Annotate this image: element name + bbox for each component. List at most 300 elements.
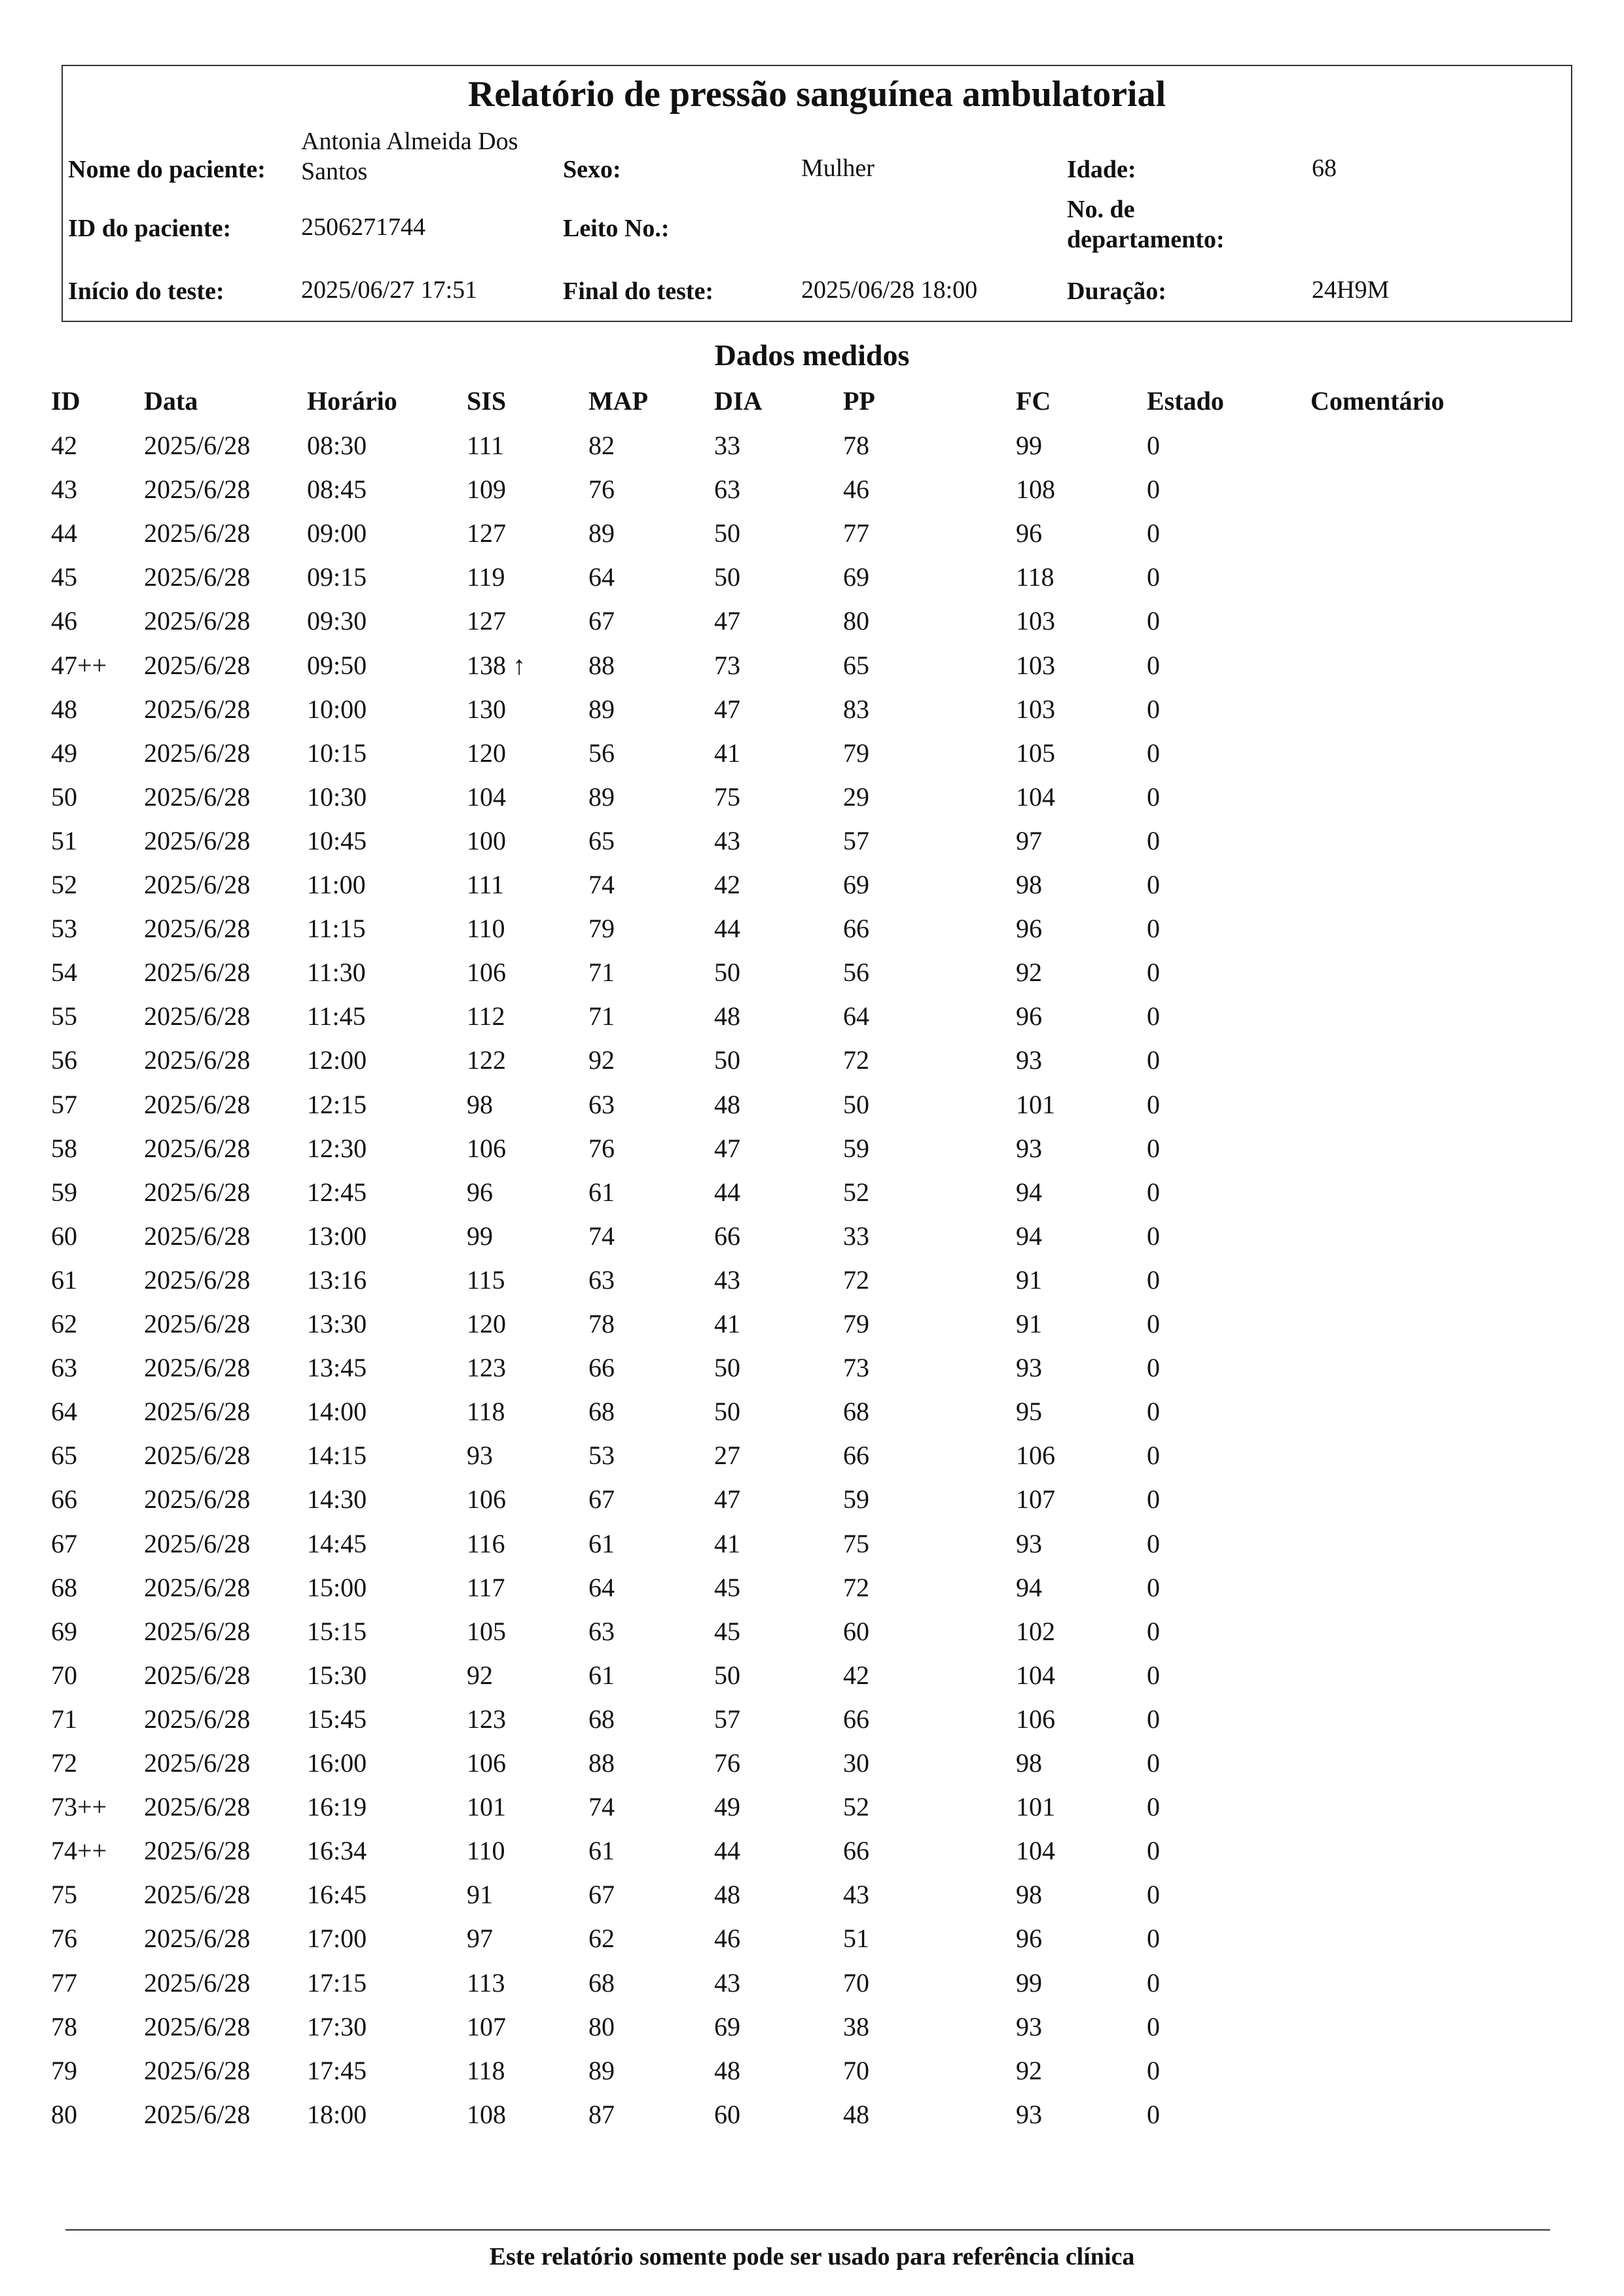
cell-sys: 111 bbox=[467, 870, 505, 899]
cell-date: 2025/6/28 bbox=[144, 1309, 251, 1338]
cell-map: 63 bbox=[588, 1265, 615, 1295]
start-value: 2025/06/27 17:51 bbox=[301, 276, 478, 304]
cell-date: 2025/6/28 bbox=[144, 562, 251, 592]
footer-divider bbox=[65, 2229, 1550, 2231]
cell-id: 66 bbox=[51, 1484, 77, 1515]
cell-dia: 41 bbox=[714, 1528, 740, 1558]
cell-time: 10:45 bbox=[307, 825, 367, 855]
cell-status: 0 bbox=[1147, 781, 1160, 812]
department-label-line-1: No. de bbox=[1067, 196, 1135, 223]
cell-map: 89 bbox=[588, 518, 615, 548]
cell-pp: 79 bbox=[843, 1309, 869, 1338]
cell-date: 2025/6/28 bbox=[144, 650, 251, 680]
table-row bbox=[0, 429, 1624, 473]
table-row bbox=[0, 1352, 1624, 1395]
cell-pp: 72 bbox=[843, 1572, 869, 1602]
cell-map: 62 bbox=[588, 1924, 615, 1954]
table-row bbox=[0, 1571, 1624, 1615]
cell-date: 2025/6/28 bbox=[144, 1836, 251, 1866]
table-row bbox=[0, 737, 1624, 781]
cell-time: 15:00 bbox=[307, 1572, 367, 1602]
cell-date: 2025/6/28 bbox=[144, 1484, 251, 1515]
cell-id: 57 bbox=[51, 1089, 77, 1119]
cell-map: 61 bbox=[588, 1528, 615, 1558]
cell-hr: 91 bbox=[1016, 1309, 1042, 1338]
cell-id: 55 bbox=[51, 1001, 77, 1031]
cell-id: 47++ bbox=[51, 650, 107, 680]
cell-date: 2025/6/28 bbox=[144, 1660, 251, 1690]
cell-pp: 46 bbox=[843, 475, 869, 505]
cell-status: 0 bbox=[1147, 1309, 1160, 1338]
cell-map: 92 bbox=[588, 1045, 615, 1075]
cell-time: 12:00 bbox=[307, 1045, 367, 1075]
cell-map: 63 bbox=[588, 1089, 615, 1119]
department-label-line-2: departamento: bbox=[1067, 226, 1225, 253]
cell-map: 71 bbox=[588, 1001, 615, 1031]
cell-hr: 97 bbox=[1016, 825, 1042, 855]
cell-hr: 94 bbox=[1016, 1572, 1042, 1602]
cell-status: 0 bbox=[1147, 1660, 1160, 1690]
section-title: Dados medidos bbox=[714, 338, 910, 372]
cell-id: 52 bbox=[51, 870, 77, 899]
cell-status: 0 bbox=[1147, 1265, 1160, 1295]
cell-dia: 48 bbox=[714, 1880, 740, 1910]
cell-pp: 56 bbox=[843, 958, 869, 988]
cell-pp: 30 bbox=[843, 1748, 869, 1778]
cell-hr: 94 bbox=[1016, 1177, 1042, 1207]
cell-dia: 50 bbox=[714, 1397, 740, 1427]
footer-note: Este relatório somente pode ser usado para referência clínica bbox=[489, 2243, 1135, 2270]
cell-id: 71 bbox=[51, 1704, 77, 1734]
cell-sys: 99 bbox=[467, 1221, 493, 1251]
cell-pp: 59 bbox=[843, 1484, 869, 1515]
table-row bbox=[0, 1000, 1624, 1044]
cell-status: 0 bbox=[1147, 562, 1160, 592]
table-row bbox=[0, 1483, 1624, 1527]
cell-date: 2025/6/28 bbox=[144, 2055, 251, 2085]
cell-date: 2025/6/28 bbox=[144, 1880, 251, 1910]
cell-sys: 98 bbox=[467, 1089, 493, 1119]
cell-hr: 99 bbox=[1016, 1967, 1042, 1998]
cell-hr: 103 bbox=[1016, 650, 1055, 680]
cell-sys: 117 bbox=[467, 1572, 505, 1602]
cell-sys: 101 bbox=[467, 1792, 506, 1822]
cell-dia: 60 bbox=[714, 2099, 740, 2129]
cell-sys: 123 bbox=[467, 1704, 506, 1734]
cell-date: 2025/6/28 bbox=[144, 1924, 251, 1954]
cell-dia: 45 bbox=[714, 1572, 740, 1602]
cell-sys: 104 bbox=[467, 781, 506, 812]
table-row bbox=[0, 1395, 1624, 1439]
cell-dia: 50 bbox=[714, 958, 740, 988]
cell-dia: 49 bbox=[714, 1792, 740, 1822]
cell-time: 14:30 bbox=[307, 1484, 367, 1515]
cell-dia: 47 bbox=[714, 1133, 740, 1163]
bed-label: Leito No.: bbox=[563, 215, 670, 242]
cell-dia: 50 bbox=[714, 1045, 740, 1075]
cell-dia: 47 bbox=[714, 694, 740, 724]
cell-hr: 92 bbox=[1016, 2055, 1042, 2085]
col-header-hr: FC bbox=[1016, 386, 1051, 416]
patient-name-line-2: Santos bbox=[301, 158, 368, 185]
cell-pp: 72 bbox=[843, 1045, 869, 1075]
cell-time: 16:19 bbox=[307, 1792, 367, 1822]
table-row bbox=[0, 781, 1624, 825]
cell-pp: 57 bbox=[843, 825, 869, 855]
cell-id: 72 bbox=[51, 1748, 77, 1778]
cell-time: 13:00 bbox=[307, 1221, 367, 1251]
cell-dia: 33 bbox=[714, 431, 740, 460]
cell-pp: 75 bbox=[843, 1528, 869, 1558]
cell-id: 67 bbox=[51, 1528, 77, 1558]
cell-dia: 47 bbox=[714, 606, 740, 636]
cell-dia: 57 bbox=[714, 1704, 740, 1734]
cell-hr: 93 bbox=[1016, 1133, 1042, 1163]
cell-sys: 115 bbox=[467, 1265, 505, 1295]
cell-id: 61 bbox=[51, 1265, 77, 1295]
cell-map: 89 bbox=[588, 781, 615, 812]
cell-time: 13:45 bbox=[307, 1353, 367, 1383]
cell-pp: 83 bbox=[843, 694, 869, 724]
cell-hr: 93 bbox=[1016, 2011, 1042, 2041]
cell-pp: 59 bbox=[843, 1133, 869, 1163]
cell-time: 14:00 bbox=[307, 1397, 367, 1427]
table-row bbox=[0, 1132, 1624, 1176]
cell-id: 63 bbox=[51, 1353, 77, 1383]
cell-date: 2025/6/28 bbox=[144, 1616, 251, 1646]
cell-status: 0 bbox=[1147, 1924, 1160, 1954]
cell-status: 0 bbox=[1147, 1177, 1160, 1207]
cell-map: 61 bbox=[588, 1177, 615, 1207]
cell-id: 49 bbox=[51, 738, 77, 768]
col-header-dia: DIA bbox=[714, 386, 763, 416]
cell-dia: 48 bbox=[714, 1001, 740, 1031]
cell-map: 76 bbox=[588, 1133, 615, 1163]
col-header-id: ID bbox=[51, 386, 81, 416]
cell-hr: 106 bbox=[1016, 1704, 1055, 1734]
cell-id: 68 bbox=[51, 1572, 77, 1602]
sex-value: Mulher bbox=[801, 154, 875, 182]
cell-date: 2025/6/28 bbox=[144, 914, 251, 944]
cell-time: 10:30 bbox=[307, 781, 367, 812]
cell-hr: 96 bbox=[1016, 518, 1042, 548]
cell-sys: 111 bbox=[467, 431, 505, 460]
cell-map: 74 bbox=[588, 1792, 615, 1822]
cell-pp: 60 bbox=[843, 1616, 869, 1646]
cell-date: 2025/6/28 bbox=[144, 2011, 251, 2041]
cell-status: 0 bbox=[1147, 1353, 1160, 1383]
cell-status: 0 bbox=[1147, 1967, 1160, 1998]
cell-pp: 51 bbox=[843, 1924, 869, 1954]
cell-map: 82 bbox=[588, 431, 615, 460]
cell-id: 42 bbox=[51, 431, 77, 460]
cell-map: 67 bbox=[588, 606, 615, 636]
cell-map: 67 bbox=[588, 1484, 615, 1515]
cell-date: 2025/6/28 bbox=[144, 738, 251, 768]
cell-date: 2025/6/28 bbox=[144, 1572, 251, 1602]
cell-date: 2025/6/28 bbox=[144, 781, 251, 812]
cell-id: 45 bbox=[51, 562, 77, 592]
cell-dia: 48 bbox=[714, 1089, 740, 1119]
table-row bbox=[0, 1791, 1624, 1835]
cell-hr: 95 bbox=[1016, 1397, 1042, 1427]
cell-map: 89 bbox=[588, 694, 615, 724]
cell-time: 12:15 bbox=[307, 1089, 367, 1119]
table-row bbox=[0, 1703, 1624, 1747]
cell-date: 2025/6/28 bbox=[144, 1045, 251, 1075]
table-row bbox=[0, 1922, 1624, 1966]
col-header-map: MAP bbox=[588, 386, 649, 416]
cell-pp: 78 bbox=[843, 431, 869, 460]
cell-map: 78 bbox=[588, 1309, 615, 1338]
table-row bbox=[0, 693, 1624, 737]
cell-dia: 63 bbox=[714, 475, 740, 505]
table-row bbox=[0, 2054, 1624, 2098]
col-header-time: Horário bbox=[307, 386, 397, 416]
cell-id: 62 bbox=[51, 1309, 77, 1338]
cell-hr: 96 bbox=[1016, 1924, 1042, 1954]
cell-hr: 104 bbox=[1016, 1660, 1055, 1690]
cell-time: 17:45 bbox=[307, 2055, 367, 2085]
cell-map: 79 bbox=[588, 914, 615, 944]
cell-time: 13:16 bbox=[307, 1265, 367, 1295]
cell-status: 0 bbox=[1147, 650, 1160, 680]
cell-pp: 68 bbox=[843, 1397, 869, 1427]
department-label bbox=[1067, 194, 1225, 255]
cell-time: 18:00 bbox=[307, 2099, 367, 2129]
cell-sys: 106 bbox=[467, 1484, 506, 1515]
cell-hr: 104 bbox=[1016, 1836, 1055, 1866]
cell-sys: 127 bbox=[467, 606, 506, 636]
age-label: Idade: bbox=[1067, 156, 1136, 183]
cell-dia: 41 bbox=[714, 1309, 740, 1338]
cell-status: 0 bbox=[1147, 870, 1160, 899]
cell-time: 12:45 bbox=[307, 1177, 367, 1207]
cell-id: 64 bbox=[51, 1397, 77, 1427]
cell-map: 68 bbox=[588, 1967, 615, 1998]
cell-status: 0 bbox=[1147, 1397, 1160, 1427]
table-row bbox=[0, 1615, 1624, 1659]
table-row bbox=[0, 1835, 1624, 1878]
cell-time: 10:00 bbox=[307, 694, 367, 724]
cell-sys: 93 bbox=[467, 1441, 493, 1471]
cell-pp: 70 bbox=[843, 1967, 869, 1998]
cell-status: 0 bbox=[1147, 738, 1160, 768]
cell-status: 0 bbox=[1147, 1221, 1160, 1251]
cell-hr: 103 bbox=[1016, 606, 1055, 636]
cell-sys: 110 bbox=[467, 914, 505, 944]
table-row bbox=[0, 1308, 1624, 1352]
cell-status: 0 bbox=[1147, 1748, 1160, 1778]
cell-date: 2025/6/28 bbox=[144, 606, 251, 636]
cell-time: 15:45 bbox=[307, 1704, 367, 1734]
cell-sys: 106 bbox=[467, 1133, 506, 1163]
patient-name-label: Nome do paciente: bbox=[68, 156, 266, 183]
cell-id: 80 bbox=[51, 2099, 77, 2129]
cell-hr: 93 bbox=[1016, 1045, 1042, 1075]
cell-date: 2025/6/28 bbox=[144, 431, 251, 460]
cell-pp: 66 bbox=[843, 1836, 869, 1866]
cell-status: 0 bbox=[1147, 606, 1160, 636]
cell-sys: 91 bbox=[467, 1880, 493, 1910]
cell-hr: 101 bbox=[1016, 1792, 1055, 1822]
cell-sys: 112 bbox=[467, 1001, 505, 1031]
table-row bbox=[0, 561, 1624, 605]
table-row bbox=[0, 1264, 1624, 1308]
cell-sys: 127 bbox=[467, 518, 506, 548]
cell-date: 2025/6/28 bbox=[144, 2099, 251, 2129]
cell-pp: 33 bbox=[843, 1221, 869, 1251]
cell-pp: 66 bbox=[843, 1441, 869, 1471]
col-header-sys: SIS bbox=[467, 386, 507, 416]
cell-dia: 48 bbox=[714, 2055, 740, 2085]
cell-map: 56 bbox=[588, 738, 615, 768]
cell-sys: 118 bbox=[467, 2055, 505, 2085]
cell-pp: 73 bbox=[843, 1353, 869, 1383]
cell-dia: 50 bbox=[714, 1353, 740, 1383]
cell-time: 11:30 bbox=[307, 958, 366, 988]
cell-map: 76 bbox=[588, 475, 615, 505]
cell-id: 58 bbox=[51, 1133, 77, 1163]
cell-status: 0 bbox=[1147, 518, 1160, 548]
cell-dia: 44 bbox=[714, 914, 740, 944]
cell-status: 0 bbox=[1147, 1880, 1160, 1910]
cell-time: 11:45 bbox=[307, 1001, 366, 1031]
cell-map: 63 bbox=[588, 1616, 615, 1646]
patient-name-line-1: Antonia Almeida Dos bbox=[301, 128, 518, 155]
cell-sys: 110 bbox=[467, 1836, 505, 1866]
cell-pp: 69 bbox=[843, 562, 869, 592]
cell-status: 0 bbox=[1147, 1572, 1160, 1602]
cell-hr: 103 bbox=[1016, 694, 1055, 724]
cell-status: 0 bbox=[1147, 475, 1160, 505]
cell-dia: 47 bbox=[714, 1484, 740, 1515]
cell-time: 09:15 bbox=[307, 562, 367, 592]
cell-pp: 38 bbox=[843, 2011, 869, 2041]
cell-sys: 92 bbox=[467, 1660, 493, 1690]
cell-map: 64 bbox=[588, 1572, 615, 1602]
cell-map: 71 bbox=[588, 958, 615, 988]
cell-time: 16:45 bbox=[307, 1880, 367, 1910]
cell-pp: 72 bbox=[843, 1265, 869, 1295]
cell-pp: 65 bbox=[843, 650, 869, 680]
cell-pp: 43 bbox=[843, 1880, 869, 1910]
cell-date: 2025/6/28 bbox=[144, 1967, 251, 1998]
cell-map: 74 bbox=[588, 1221, 615, 1251]
cell-time: 16:34 bbox=[307, 1836, 367, 1866]
report-title: Relatório de pressão sanguínea ambulatorial bbox=[467, 74, 1166, 115]
col-header-comment: Comentário bbox=[1310, 386, 1445, 416]
cell-status: 0 bbox=[1147, 825, 1160, 855]
cell-dia: 45 bbox=[714, 1616, 740, 1646]
duration-label: Duração: bbox=[1067, 278, 1166, 305]
cell-id: 44 bbox=[51, 518, 77, 548]
cell-date: 2025/6/28 bbox=[144, 1397, 251, 1427]
cell-sys: 130 bbox=[467, 694, 506, 724]
cell-sys: 118 bbox=[467, 1397, 505, 1427]
table-row bbox=[0, 1088, 1624, 1132]
cell-hr: 94 bbox=[1016, 1221, 1042, 1251]
cell-sys: 97 bbox=[467, 1924, 493, 1954]
table-row bbox=[0, 956, 1624, 1000]
cell-time: 13:30 bbox=[307, 1309, 367, 1338]
cell-pp: 69 bbox=[843, 870, 869, 899]
cell-hr: 98 bbox=[1016, 1748, 1042, 1778]
table-row bbox=[0, 869, 1624, 912]
cell-status: 0 bbox=[1147, 1441, 1160, 1471]
cell-time: 10:15 bbox=[307, 738, 367, 768]
cell-hr: 101 bbox=[1016, 1089, 1055, 1119]
cell-dia: 50 bbox=[714, 1660, 740, 1690]
cell-id: 51 bbox=[51, 825, 77, 855]
table-row bbox=[0, 649, 1624, 693]
cell-map: 68 bbox=[588, 1397, 615, 1427]
cell-id: 59 bbox=[51, 1177, 77, 1207]
cell-map: 64 bbox=[588, 562, 615, 592]
cell-pp: 52 bbox=[843, 1792, 869, 1822]
cell-hr: 91 bbox=[1016, 1265, 1042, 1295]
cell-sys: 100 bbox=[467, 825, 506, 855]
table-row bbox=[0, 1878, 1624, 1922]
cell-map: 66 bbox=[588, 1353, 615, 1383]
cell-id: 46 bbox=[51, 606, 77, 636]
table-row bbox=[0, 1044, 1624, 1088]
patient-id-label: ID do paciente: bbox=[68, 215, 232, 242]
cell-time: 09:30 bbox=[307, 606, 367, 636]
table-row bbox=[0, 1528, 1624, 1571]
cell-time: 12:30 bbox=[307, 1133, 367, 1163]
cell-pp: 64 bbox=[843, 1001, 869, 1031]
cell-date: 2025/6/28 bbox=[144, 1177, 251, 1207]
cell-sys: 122 bbox=[467, 1045, 506, 1075]
cell-id: 75 bbox=[51, 1880, 77, 1910]
cell-status: 0 bbox=[1147, 1792, 1160, 1822]
cell-map: 89 bbox=[588, 2055, 615, 2085]
cell-time: 17:15 bbox=[307, 1967, 367, 1998]
cell-date: 2025/6/28 bbox=[144, 1001, 251, 1031]
cell-date: 2025/6/28 bbox=[144, 825, 251, 855]
cell-time: 14:45 bbox=[307, 1528, 367, 1558]
cell-time: 09:00 bbox=[307, 518, 367, 548]
patient-name-value bbox=[301, 126, 518, 187]
cell-date: 2025/6/28 bbox=[144, 1528, 251, 1558]
cell-status: 0 bbox=[1147, 1528, 1160, 1558]
cell-dia: 50 bbox=[714, 518, 740, 548]
cell-id: 76 bbox=[51, 1924, 77, 1954]
table-row bbox=[0, 912, 1624, 956]
start-label: Início do teste: bbox=[68, 278, 225, 305]
cell-sys: 113 bbox=[467, 1967, 505, 1998]
cell-map: 61 bbox=[588, 1660, 615, 1690]
cell-dia: 75 bbox=[714, 781, 740, 812]
cell-time: 08:45 bbox=[307, 475, 367, 505]
cell-dia: 46 bbox=[714, 1924, 740, 1954]
cell-status: 0 bbox=[1147, 1133, 1160, 1163]
cell-sys: 116 bbox=[467, 1528, 505, 1558]
cell-time: 14:15 bbox=[307, 1441, 367, 1471]
cell-hr: 108 bbox=[1016, 475, 1055, 505]
cell-sys: 107 bbox=[467, 2011, 506, 2041]
cell-dia: 50 bbox=[714, 562, 740, 592]
cell-status: 0 bbox=[1147, 1616, 1160, 1646]
cell-hr: 106 bbox=[1016, 1441, 1055, 1471]
cell-map: 74 bbox=[588, 870, 615, 899]
cell-dia: 69 bbox=[714, 2011, 740, 2041]
cell-time: 15:15 bbox=[307, 1616, 367, 1646]
cell-hr: 96 bbox=[1016, 914, 1042, 944]
cell-hr: 105 bbox=[1016, 738, 1055, 768]
cell-date: 2025/6/28 bbox=[144, 1133, 251, 1163]
